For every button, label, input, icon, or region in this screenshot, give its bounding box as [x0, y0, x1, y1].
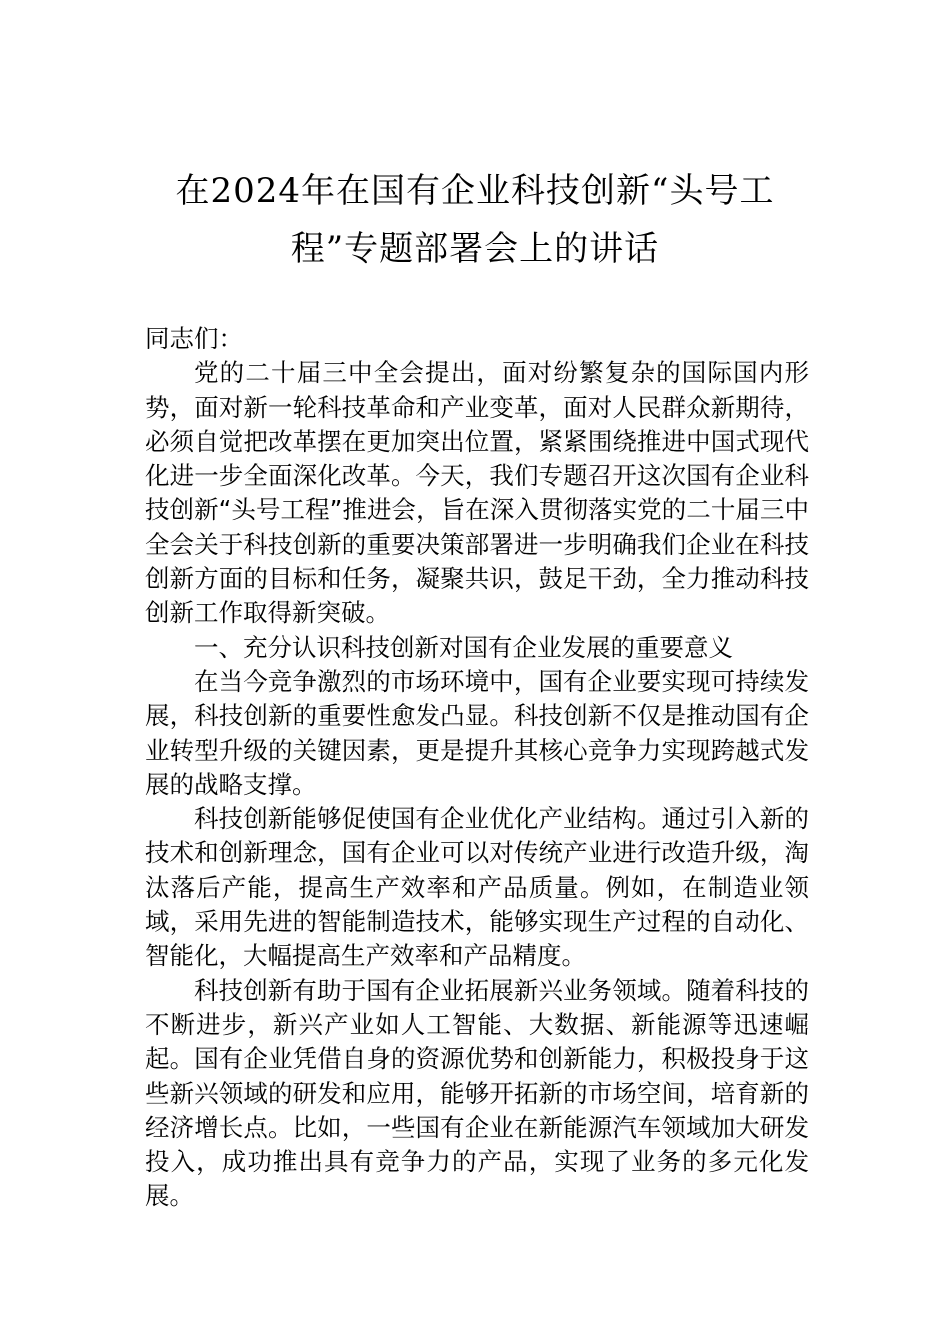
document-title: 在2024年在国有企业科技创新“头号工程”专题部署会上的讲话: [175, 171, 775, 269]
paragraph-industrial-structure: 科技创新能够促使国有企业优化产业结构。通过引入新的技术和创新理念，国有企业可以对传统产业进行改造升级，淘汰落后产能，提高生产效率和产品质量。例如，在制造业领域，采用先进的智能制造技术，能够实现生产过程的自动化、智能化，大幅提高生产效率和产品精度。: [145, 804, 809, 971]
paragraph-intro: 党的二十届三中全会提出，面对纷繁复杂的国际国内形势，面对新一轮科技革命和产业变革，面对人民群众新期待，必须自觉把改革摆在更加突出位置，紧紧围绕推进中国式现代化进一步全面深化改革。今天，我们专题召开这次国有企业科技创新“头号工程”推进会，旨在深入贯彻落实党的二十届三中全会关于科技创新的重要决策部署进一步明确我们企业在科技创新方面的目标和任务，凝聚共识，鼓足干劲，全力推动科技创新工作取得新突破。: [145, 358, 809, 628]
document-body: [145, 322, 809, 1214]
paragraph-context: 在当今竞争激烈的市场环境中，国有企业要实现可持续发展，科技创新的重要性愈发凸显。科技创新不仅是推动国有企业转型升级的关键因素，更是提升其核心竞争力实现跨越式发展的战略支撑。: [145, 666, 809, 799]
salutation: 同志们：: [145, 324, 243, 353]
section-heading: 一、充分认识科技创新对国有企业发展的重要意义: [194, 632, 733, 662]
paragraph-emerging-business: 科技创新有助于国有企业拓展新兴业务领域。随着科技的不断进步，新兴产业如人工智能、大数据、新能源等迅速崛起。国有企业凭借自身的资源优势和创新能力，积极投身于这些新兴领域的研发和应用，能够开拓新的市场空间，培育新的经济增长点。比如，一些国有企业在新能源汽车领域加大研发投入，成功推出具有竞争力的产品，实现了业务的多元化发展。: [145, 975, 809, 1211]
